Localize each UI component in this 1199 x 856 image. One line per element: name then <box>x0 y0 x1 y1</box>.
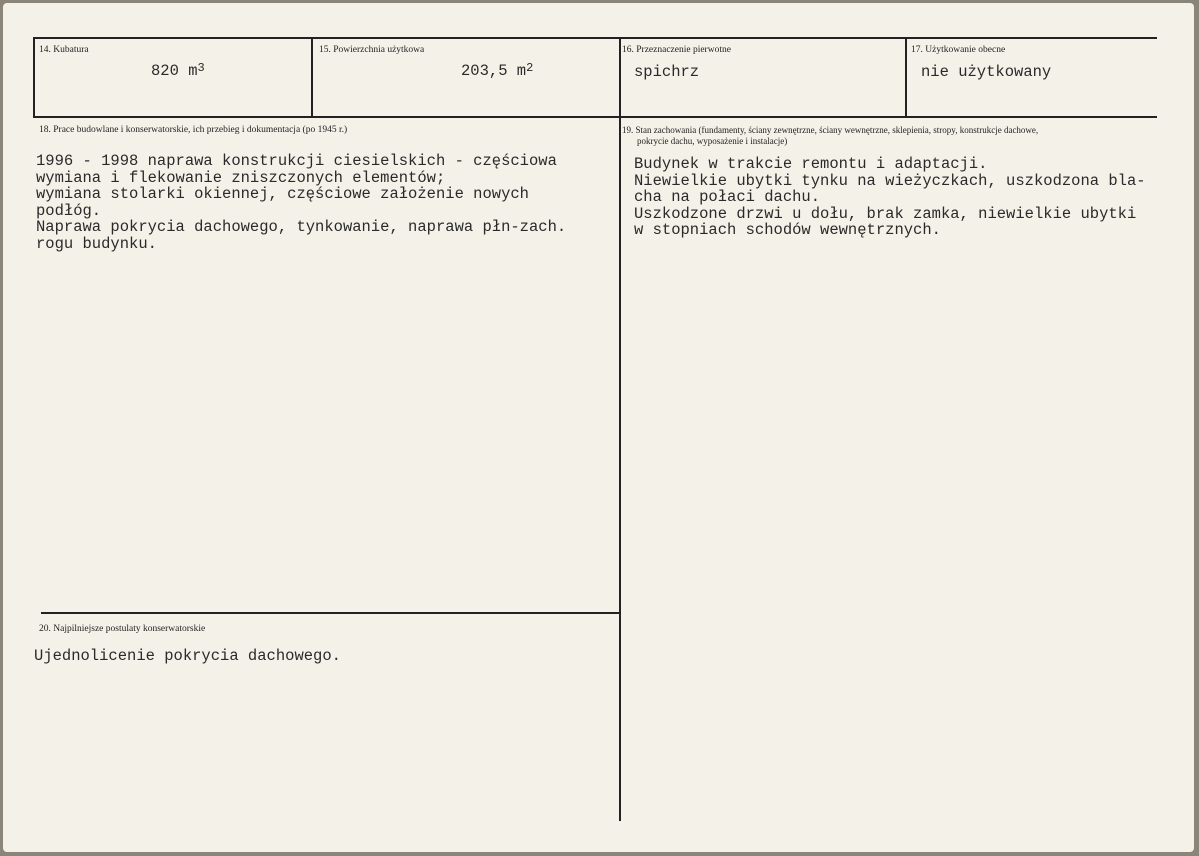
record-card <box>3 3 1194 852</box>
stan-line-4: Uszkodzone drzwi u dołu, brak zamka, niewielkie ubytki <box>634 204 1137 223</box>
kubatura-unit-exponent: 3 <box>197 61 205 75</box>
prace-line-6: rogu budynku. <box>36 234 157 253</box>
stan-text <box>634 156 1146 239</box>
prace-line-1: 1996 - 1998 naprawa konstrukcji ciesielskich - częściowa <box>36 152 557 170</box>
stan-line-5: w stopniach schodów wewnętrznych. <box>634 221 941 239</box>
stan-label-line-2: pokrycie dachu, wyposażenie i instalacje) <box>637 136 788 146</box>
powierzchnia-value <box>461 63 533 81</box>
col-divider-main <box>619 37 621 821</box>
stan-line-2: Niewielkie ubytki tynku na wieżyczkach, uszkodzona bla- <box>634 171 1146 190</box>
stan-line-3: cha na połaci dachu. <box>634 188 821 206</box>
uzytkowanie-value: nie użytkowany <box>921 63 1052 81</box>
row-divider <box>33 116 1157 118</box>
postulaty-value: Ujednolicenie pokrycia dachowego. <box>34 647 341 665</box>
uzytkowanie-label: 17. Użytkowanie obecne <box>911 45 1006 55</box>
prace-line-3: wymiana stolarki okiennej, częściowe założenie nowych <box>36 185 529 203</box>
kubatura-number: 820 m <box>151 62 198 80</box>
powierzchnia-unit-exponent: 2 <box>526 61 534 75</box>
top-rule <box>33 37 1157 39</box>
prace-text <box>36 153 566 252</box>
col-divider-1 <box>311 37 313 118</box>
left-border <box>33 37 35 118</box>
prace-line-2: wymiana i flekowanie zniszczonych elementów; <box>36 168 446 187</box>
stan-line-1: Budynek w trakcie remontu i adaptacji. <box>634 155 988 173</box>
col-divider-3 <box>905 37 907 118</box>
kubatura-label: 14. Kubatura <box>39 45 89 55</box>
przeznaczenie-label: 16. Przeznaczenie pierwotne <box>622 45 731 55</box>
przeznaczenie-value: spichrz <box>634 63 700 81</box>
section-20-divider <box>41 612 621 614</box>
stan-label-line-1: 19. Stan zachowania (fundamenty, ściany zewnętrzne, ściany wewnętrzne, sklepienia, stropy, konstrukcje dachowe, <box>622 125 1039 135</box>
powierzchnia-label: 15. Powierzchnia użytkowa <box>319 45 425 55</box>
prace-line-4: podłóg. <box>36 201 102 220</box>
postulaty-label: 20. Najpilniejsze postulaty konserwatorskie <box>39 624 206 634</box>
prace-label: 18. Prace budowlane i konserwatorskie, ich przebieg i dokumentacja (po 1945 r.) <box>39 125 348 135</box>
powierzchnia-number: 203,5 m <box>461 62 527 80</box>
prace-line-5: Naprawa pokrycia dachowego, tynkowanie, naprawa płn-zach. <box>36 218 567 236</box>
kubatura-value <box>151 63 205 81</box>
